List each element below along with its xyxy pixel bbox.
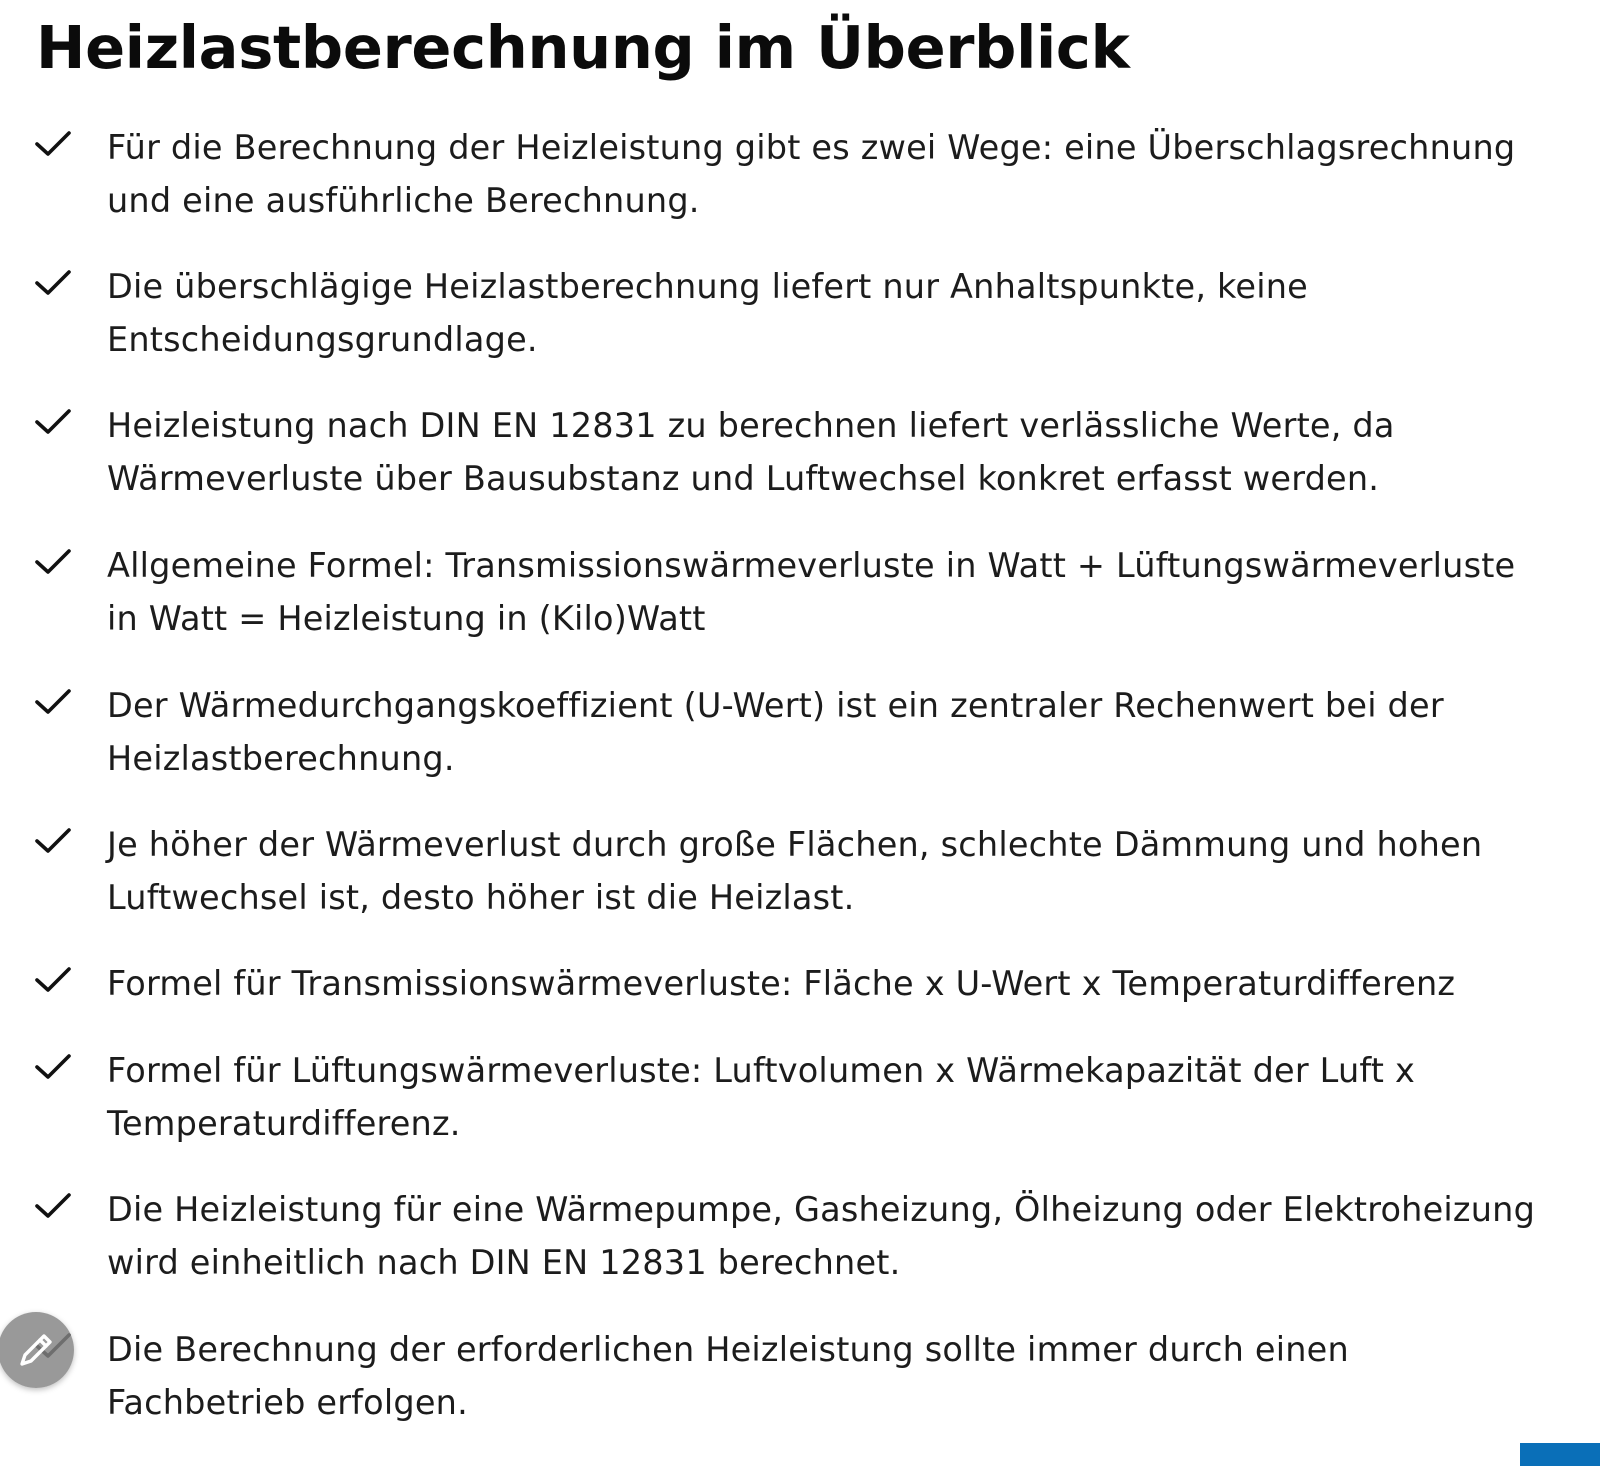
- list-item-text: Formel für Lüftungswärmeverluste: Luftvolumen x Wärmekapazität der Luft x Temperaturdifferenz.: [107, 1051, 1415, 1143]
- edit-button[interactable]: [0, 1312, 74, 1388]
- list-item-text: Allgemeine Formel: Transmissionswärmeverluste in Watt + Lüftungswärmeverluste in Watt = Heizleistung in (Kilo)Watt: [107, 546, 1516, 638]
- list-item-text: Je höher der Wärmeverlust durch große Flächen, schlechte Dämmung und hohen Luftwechsel ist, desto höher ist die Heizlast.: [107, 825, 1483, 917]
- check-icon: [34, 687, 72, 717]
- check-icon: [34, 826, 72, 856]
- check-icon: [34, 547, 72, 577]
- list-item-text: Die überschlägige Heizlastberechnung liefert nur Anhaltspunkte, keine Entscheidungsgrundlage.: [107, 267, 1308, 359]
- pencil-icon: [14, 1328, 58, 1372]
- list-item-text: Die Berechnung der erforderlichen Heizleistung sollte immer durch einen Fachbetrieb erfolgen.: [107, 1330, 1349, 1422]
- check-icon: [34, 965, 72, 995]
- page-title: Heizlastberechnung im Überblick: [36, 13, 1130, 82]
- check-icon: [34, 1052, 72, 1082]
- scroll-to-top-button[interactable]: [1520, 1443, 1600, 1466]
- check-icon: [34, 129, 72, 159]
- list-item-text: Der Wärmedurchgangskoeffizient (U-Wert) ist ein zentraler Rechenwert bei der Heizlastberechnung.: [107, 686, 1444, 778]
- check-icon: [34, 407, 72, 437]
- list-item-text: Heizleistung nach DIN EN 12831 zu berechnen liefert verlässliche Werte, da Wärmeverluste über Bausubstanz und Luftwechsel konkret erfasst werden.: [107, 406, 1395, 498]
- check-icon: [34, 1191, 72, 1221]
- list-item-text: Die Heizleistung für eine Wärmepumpe, Gasheizung, Ölheizung oder Elektroheizung wird einheitlich nach DIN EN 12831 berechnet.: [107, 1190, 1536, 1282]
- list-item-text: Für die Berechnung der Heizleistung gibt es zwei Wege: eine Überschlagsrechnung und eine ausführliche Berechnung.: [107, 128, 1516, 220]
- list-item-text: Formel für Transmissionswärmeverluste: Fläche x U-Wert x Temperaturdifferenz: [107, 964, 1456, 1003]
- check-icon: [34, 268, 72, 298]
